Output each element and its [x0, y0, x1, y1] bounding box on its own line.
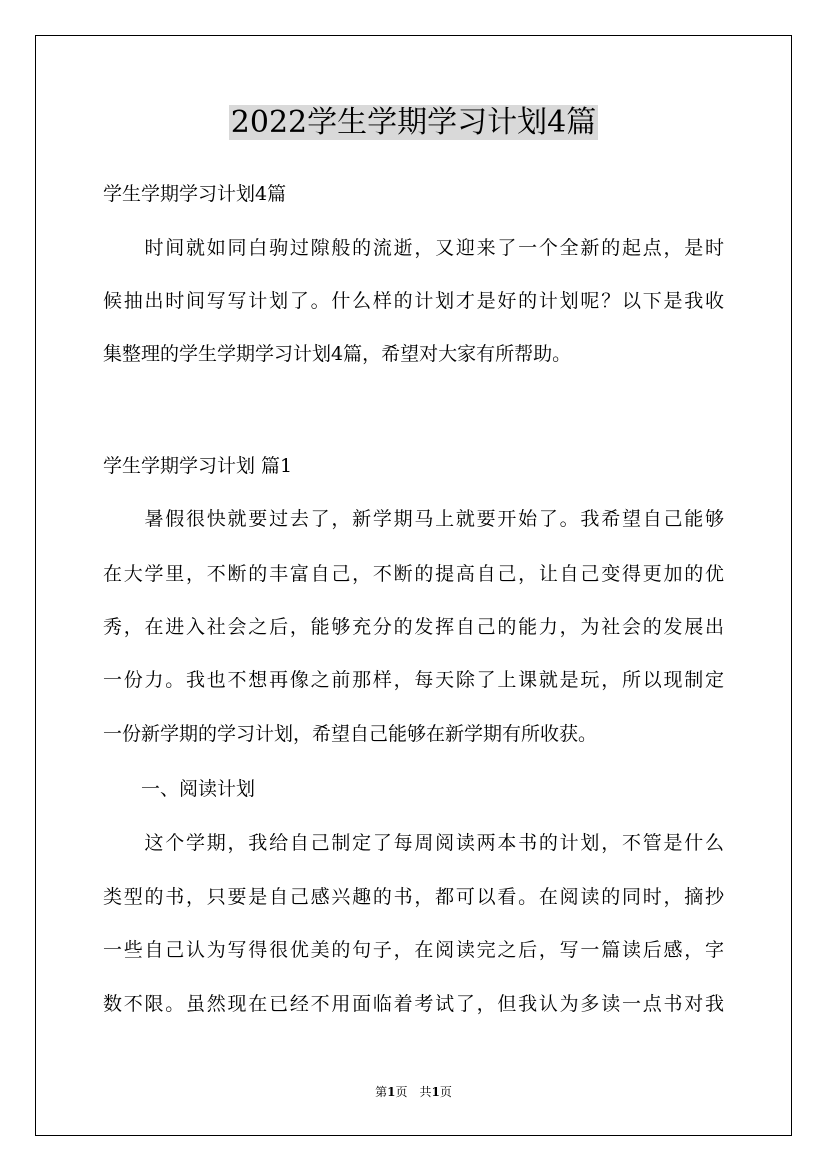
page-footer: [0, 1084, 827, 1100]
section-line-4: 一份力。我也不想再像之前那样，每天除了上课就是玩，所以现制定: [103, 669, 724, 691]
reading-plan-heading: 一、阅读计划: [103, 778, 256, 800]
reading-line-1: 这个学期，我给自己制定了每周阅读两本书的计划，不管是什么: [103, 832, 724, 854]
document-subtitle: 学生学期学习计划4篇: [103, 183, 287, 205]
footer-mid: 页 共: [395, 1085, 432, 1099]
intro-line-2: 候抽出时间写写计划了。什么样的计划才是好的计划呢？以下是我收: [103, 290, 724, 312]
section-heading: 学生学期学习计划 篇1: [103, 455, 293, 477]
reading-line-3: 一些自己认为写得很优美的句子，在阅读完之后，写一篇读后感，字: [103, 939, 724, 961]
intro-line-1: 时间就如同白驹过隙般的流逝，又迎来了一个全新的起点，是时: [103, 237, 724, 259]
intro-line-3: 集整理的学生学期学习计划4篇，希望对大家有所帮助。: [103, 343, 572, 365]
footer-prefix: 第: [375, 1085, 388, 1099]
section-line-2: 在大学里，不断的丰富自己，不断的提高自己，让自己变得更加的优: [103, 563, 724, 585]
section-line-1: 暑假很快就要过去了，新学期马上就要开始了。我希望自己能够: [103, 508, 724, 530]
reading-line-2: 类型的书，只要是自己感兴趣的书，都可以看。在阅读的同时，摘抄: [103, 886, 724, 908]
document-title: [0, 103, 827, 143]
reading-line-4: 数不限。虽然现在已经不用面临着考试了，但我认为多读一点书对我: [103, 993, 724, 1015]
footer-suffix: 页: [439, 1085, 452, 1099]
section-line-3: 秀，在进入社会之后，能够充分的发挥自己的能力，为社会的发展出: [103, 616, 724, 638]
footer-page-number: 1: [387, 1085, 396, 1099]
document-title-text: 2022学生学期学习计划4篇: [230, 105, 597, 140]
footer-page-total: 1: [431, 1085, 440, 1099]
section-line-5: 一份新学期的学习计划，希望自己能够在新学期有所收获。: [103, 723, 598, 745]
